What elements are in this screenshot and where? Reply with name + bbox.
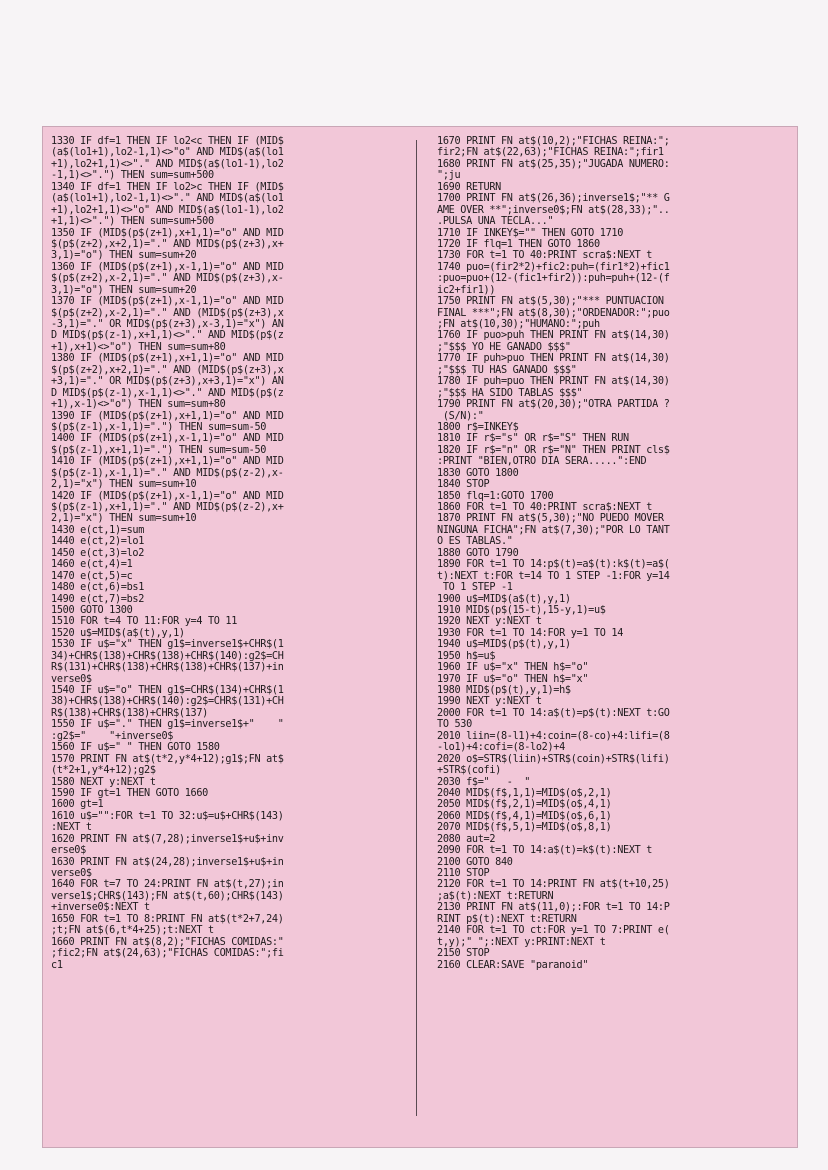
code-line: verse1$;CHR$(143);FN at$(t,60);CHR$(143) (51, 890, 284, 902)
code-line: 1880 GOTO 1790 (437, 547, 519, 559)
code-line: 1640 FOR t=7 TO 24:PRINT FN at$(t,27);in (51, 879, 284, 891)
code-line: 1520 u$=MID$(a$(t),y,1) (51, 627, 185, 639)
code-line: $(p$(z-1),x+1,1)=".") THEN sum=sum-50 (51, 444, 267, 456)
code-line: verse0$ (51, 868, 92, 879)
code-line: 1750 PRINT FN at$(5,30);"*** PUNTUACION (437, 296, 664, 308)
code-line: $(p$(z+2),x-2,1)="." AND MID$(p$(z+3),x- (51, 273, 284, 285)
code-line: NINGUNA FICHA";FN at$(7,30);"POR LO TANT (437, 524, 670, 536)
code-line: 1440 e(ct,2)=lo1 (51, 536, 145, 548)
code-line: 2,1)="x") THEN sum=sum+10 (51, 513, 197, 525)
code-line: 1910 MID$(p$(15-t),15-y,1)=u$ (437, 604, 606, 616)
code-line: (S/N):" (437, 410, 484, 422)
code-line: 1900 u$=MID$(a$(t),y,1) (437, 593, 571, 605)
code-line: 1770 IF puh>puo THEN PRINT FN at$(14,30) (437, 353, 670, 365)
code-line: 1660 PRINT FN at$(8,2);"FICHAS COMIDAS:" (51, 936, 284, 948)
code-line: 2060 MID$(f$,4,1)=MID$(o$,6,1) (437, 810, 612, 822)
code-line: ;"$$$ TU HAS GANADO $$$" (437, 364, 577, 376)
code-line: O ES TABLAS." (437, 536, 513, 548)
code-line: -1,1)<>".") THEN sum=sum+500 (51, 170, 214, 182)
code-line: 2150 STOP (437, 948, 490, 960)
code-line: 1860 FOR t=1 TO 40:PRINT scra$:NEXT t (437, 502, 653, 513)
code-line: ;fic2;FN at$(24,63);"FICHAS COMIDAS:";fi (51, 948, 284, 960)
code-line: 1970 IF u$="o" THEN h$="x" (437, 673, 589, 685)
code-line: D MID$(p$(z-1),x-1,1)<>"." AND MID$(p$(z (51, 387, 284, 399)
code-line: 1940 u$=MID$(p$(t),y,1) (437, 639, 571, 651)
code-line: 1780 IF puh=puo THEN PRINT FN at$(14,30) (437, 376, 670, 388)
code-line: c1 (51, 959, 63, 971)
code-line: 1580 NEXT y:NEXT t (51, 776, 156, 788)
code-line: 1760 IF puo>puh THEN PRINT FN at$(14,30) (437, 330, 670, 342)
code-line: 1840 STOP (437, 479, 490, 491)
code-line: 1480 e(ct,6)=bs1 (51, 582, 145, 594)
code-line: 2020 o$=STR$(liin)+STR$(coin)+STR$(lifi) (437, 753, 670, 765)
code-line: $(p$(z+2),x+2,1)="." AND MID$(p$(z+3),x+ (51, 238, 284, 250)
code-line: ;t;FN at$(6,t*4+25);t:NEXT t (51, 925, 214, 937)
code-line: 38)+CHR$(138)+CHR$(140):g2$=CHR$(131)+CH (51, 696, 284, 708)
code-line: $(p$(z-1),x-1,1)="." AND MID$(p$(z-2),x- (51, 467, 284, 479)
code-line: 1680 PRINT FN at$(25,35);"JUGADA NUMERO: (437, 158, 670, 170)
code-line: t,y);" ";:NEXT y:PRINT:NEXT t (437, 936, 606, 948)
code-line: 1700 PRINT FN at$(26,36);inverse1$;"** G (437, 193, 670, 205)
code-line: verse0$ (51, 673, 92, 685)
code-line: .PULSA UNA TECLA..." (437, 216, 554, 228)
code-line: ";ju (437, 170, 461, 182)
code-line: 1530 IF u$="x" THEN g1$=inverse1$+CHR$(1 (51, 639, 284, 651)
code-line: :puo=puo+(12-(fic1+fir2)):puh=puh+(12-(f (437, 273, 670, 285)
code-line: +1),lo2+1,1)<>"o" AND MID$(a$(lo1-1),lo2 (51, 204, 284, 216)
code-line: R$(131)+CHR$(138)+CHR$(138)+CHR$(137)+in (51, 662, 284, 674)
code-line: 1980 MID$(p$(t),y,1)=h$ (437, 685, 571, 696)
code-line: 1450 e(ct,3)=lo2 (51, 547, 145, 559)
code-line: FINAL ***";FN at$(8,30);"ORDENADOR:";puo (437, 307, 670, 319)
code-line: 2100 GOTO 840 (437, 856, 513, 868)
code-line: 1800 r$=INKEY$ (437, 421, 519, 433)
code-line: t):NEXT t:FOR t=14 TO 1 STEP -1:FOR y=14 (437, 570, 670, 582)
code-line: 1500 GOTO 1300 (51, 604, 133, 616)
code-line: 1720 IF flq=1 THEN GOTO 1860 (437, 238, 600, 250)
code-line: 2090 FOR t=1 TO 14:a$(t)=k$(t):NEXT t (437, 845, 653, 857)
code-line: 1570 PRINT FN at$(t*2,y*4+12);g1$;FN at$ (51, 753, 284, 765)
code-line: 2030 f$=" - " (437, 776, 531, 788)
code-line: 1460 e(ct,4)=1 (51, 559, 133, 571)
code-line: +1),x+1)<>"o") THEN sum=sum+80 (51, 341, 226, 353)
code-line: +1),x-1)<>"o") THEN sum=sum+80 (51, 399, 226, 411)
code-line: 1620 PRINT FN at$(7,28);inverse1$+u$+inv (51, 833, 284, 845)
code-line: 1390 IF (MID$(p$(z+1),x+1,1)="o" AND MID (51, 410, 284, 422)
code-line: 2000 FOR t=1 TO 14:a$(t)=p$(t):NEXT t:GO (437, 707, 670, 719)
code-line: 2040 MID$(f$,1,1)=MID$(o$,2,1) (437, 787, 612, 799)
code-line: $(p$(z-1),x+1,1)="." AND MID$(p$(z-2),x+ (51, 502, 284, 513)
code-line: 2130 PRINT FN at$(11,0);:FOR t=1 TO 14:P (437, 902, 670, 914)
code-line: 1400 IF (MID$(p$(z+1),x-1,1)="o" AND MID (51, 433, 284, 445)
code-line: +1,1)<>".") THEN sum=sum+500 (51, 216, 214, 228)
code-line: 1630 PRINT FN at$(24,28);inverse1$+u$+in (51, 856, 284, 868)
code-line: ;FN at$(10,30);"HUMANO:";puh (437, 319, 600, 330)
code-line: 1890 FOR t=1 TO 14:p$(t)=a$(t):k$(t)=a$( (437, 559, 670, 571)
code-line: ;a$(t):NEXT t:RETURN (437, 890, 554, 902)
code-line: 2160 CLEAR:SAVE "paranoid" (437, 959, 589, 971)
code-line: 1510 FOR t=4 TO 11:FOR y=4 TO 11 (51, 616, 238, 628)
code-line: +STR$(cofi) (437, 765, 501, 777)
code-line: TO 1 STEP -1 (437, 582, 513, 594)
code-line: 1420 IF (MID$(p$(z+1),x-1,1)="o" AND MID (51, 490, 284, 502)
listing-column-right (437, 136, 782, 1142)
column-divider (416, 140, 417, 1116)
code-line: 1790 PRINT FN at$(20,30);"OTRA PARTIDA ? (437, 399, 670, 411)
code-line: 1740 puo=(fir2*2)+fic2:puh=(fir1*2)+fic1 (437, 261, 670, 273)
code-line: 1430 e(ct,1)=sum (51, 524, 145, 536)
code-line: 1670 PRINT FN at$(10,2);"FICHAS REINA:"; (437, 136, 670, 147)
code-line: $(p$(z-1),x-1,1)=".") THEN sum=sum-50 (51, 421, 267, 433)
code-line: 2140 FOR t=1 TO ct:FOR y=1 TO 7:PRINT e( (437, 925, 670, 937)
code-line: 1410 IF (MID$(p$(z+1),x+1,1)="o" AND MID (51, 456, 284, 468)
code-line: -3,1)="." OR MID$(p$(z+3),x-3,1)="x") AN (51, 319, 284, 330)
code-line: 2110 STOP (437, 868, 490, 879)
code-line: 1330 IF df=1 THEN IF lo2<c THEN IF (MID$ (51, 136, 284, 147)
code-line: 2050 MID$(f$,2,1)=MID$(o$,4,1) (437, 799, 612, 811)
code-line: -lo1)+4:cofi=(8-lo2)+4 (437, 742, 565, 754)
code-line: 1730 FOR t=1 TO 40:PRINT scra$:NEXT t (437, 250, 653, 262)
code-line: 1380 IF (MID$(p$(z+1),x+1,1)="o" AND MID (51, 353, 284, 365)
code-line: $(p$(z+2),x+2,1)="." AND (MID$(p$(z+3),x (51, 364, 284, 376)
code-line: 2070 MID$(f$,5,1)=MID$(o$,8,1) (437, 822, 612, 834)
code-line: 1590 IF gt=1 THEN GOTO 1660 (51, 787, 208, 799)
code-line: 2010 liin=(8-l1)+4:coin=(8-co)+4:lifi=(8 (437, 730, 670, 742)
code-line: 2120 FOR t=1 TO 14:PRINT FN at$(t+10,25) (437, 879, 670, 891)
code-line: 1690 RETURN (437, 181, 501, 193)
code-line: 1370 IF (MID$(p$(z+1),x-1,1)="o" AND MID (51, 296, 284, 308)
code-line: 1650 FOR t=1 TO 8:PRINT FN at$(t*2+7,24) (51, 913, 284, 925)
code-line: (a$(lo1+1),lo2-1,1)<>"." AND MID$(a$(lo1 (51, 193, 284, 205)
code-line: :g2$=" "+inverse0$ (51, 730, 174, 742)
code-line: 1610 u$="":FOR t=1 TO 32:u$=u$+CHR$(143) (51, 810, 284, 822)
code-line: 34)+CHR$(138)+CHR$(138)+CHR$(140):g2$=CH (51, 650, 284, 662)
code-line: 1850 flq=1:GOTO 1700 (437, 490, 554, 502)
code-line: (t*2+1,y*4+12);g2$ (51, 765, 156, 777)
code-line: 1920 NEXT y:NEXT t (437, 616, 542, 628)
code-line: :NEXT t (51, 822, 92, 834)
code-line: erse0$ (51, 845, 86, 857)
code-line: RINT p$(t):NEXT t:RETURN (437, 913, 577, 925)
code-line: +inverse0$:NEXT t (51, 902, 150, 914)
code-line: :PRINT "BIEN,OTRO DIA SERA.....":END (437, 456, 647, 468)
code-line: 1350 IF (MID$(p$(z+1),x+1,1)="o" AND MID (51, 227, 284, 239)
code-line: 1930 FOR t=1 TO 14:FOR y=1 TO 14 (437, 627, 624, 639)
code-line: R$(138)+CHR$(138)+CHR$(137) (51, 707, 208, 719)
code-line: ic2+fir1)) (437, 284, 496, 296)
code-line: 1490 e(ct,7)=bs2 (51, 593, 145, 605)
code-line: 1990 NEXT y:NEXT t (437, 696, 542, 708)
code-line: ;"$$$ YO HE GANADO $$$" (437, 341, 571, 353)
code-line: AME OVER **";inverse0$;FN at$(28,33);".. (437, 204, 670, 216)
code-line: 1600 gt=1 (51, 799, 104, 811)
code-line: 1470 e(ct,5)=c (51, 570, 133, 582)
code-line: TO 530 (437, 719, 472, 731)
code-line: ;"$$$ HA SIDO TABLAS $$$" (437, 387, 583, 399)
code-line: 3,1)="o") THEN sum=sum+20 (51, 250, 197, 262)
code-line: 1340 IF df=1 THEN IF lo2>c THEN IF (MID$ (51, 181, 284, 193)
code-line: 1540 IF u$="o" THEN g1$=CHR$(134)+CHR$(1 (51, 685, 284, 696)
code-line: 1870 PRINT FN at$(5,30);"NO PUEDO MOVER (437, 513, 664, 525)
code-line: 1960 IF u$="x" THEN h$="o" (437, 662, 589, 674)
code-line: +1),lo2+1,1)<>"." AND MID$(a$(lo1-1),lo2 (51, 158, 284, 170)
code-line: $(p$(z+2),x-2,1)="." AND (MID$(p$(z+3),x (51, 307, 284, 319)
code-line: 1710 IF INKEY$="" THEN GOTO 1710 (437, 227, 624, 239)
code-line: fir2;FN at$(22,63);"FICHAS REINA:";fir1 (437, 147, 664, 159)
code-line: 1950 h$=u$ (437, 650, 496, 662)
code-line: 1820 IF r$="n" OR r$="N" THEN PRINT cls$ (437, 444, 670, 456)
code-line: 3,1)="o") THEN sum=sum+20 (51, 284, 197, 296)
code-line: D MID$(p$(z-1),x+1,1)<>"." AND MID$(p$(z (51, 330, 284, 342)
code-line: 2080 aut=2 (437, 833, 496, 845)
code-line: 2,1)="x") THEN sum=sum+10 (51, 479, 197, 491)
code-line: 1550 IF u$="." THEN g1$=inverse1$+" " (51, 719, 284, 731)
code-line: 1810 IF r$="s" OR r$="S" THEN RUN (437, 433, 629, 445)
code-line: (a$(lo1+1),lo2-1,1)<>"o" AND MID$(a$(lo1 (51, 147, 284, 159)
code-line: 1830 GOTO 1800 (437, 467, 519, 479)
listing-column-left (51, 136, 396, 1142)
code-line: 1560 IF u$=" " THEN GOTO 1580 (51, 742, 220, 754)
code-line: 1360 IF (MID$(p$(z+1),x-1,1)="o" AND MID (51, 261, 284, 273)
code-line: +3,1)="." OR MID$(p$(z+3),x+3,1)="x") AN (51, 376, 284, 388)
